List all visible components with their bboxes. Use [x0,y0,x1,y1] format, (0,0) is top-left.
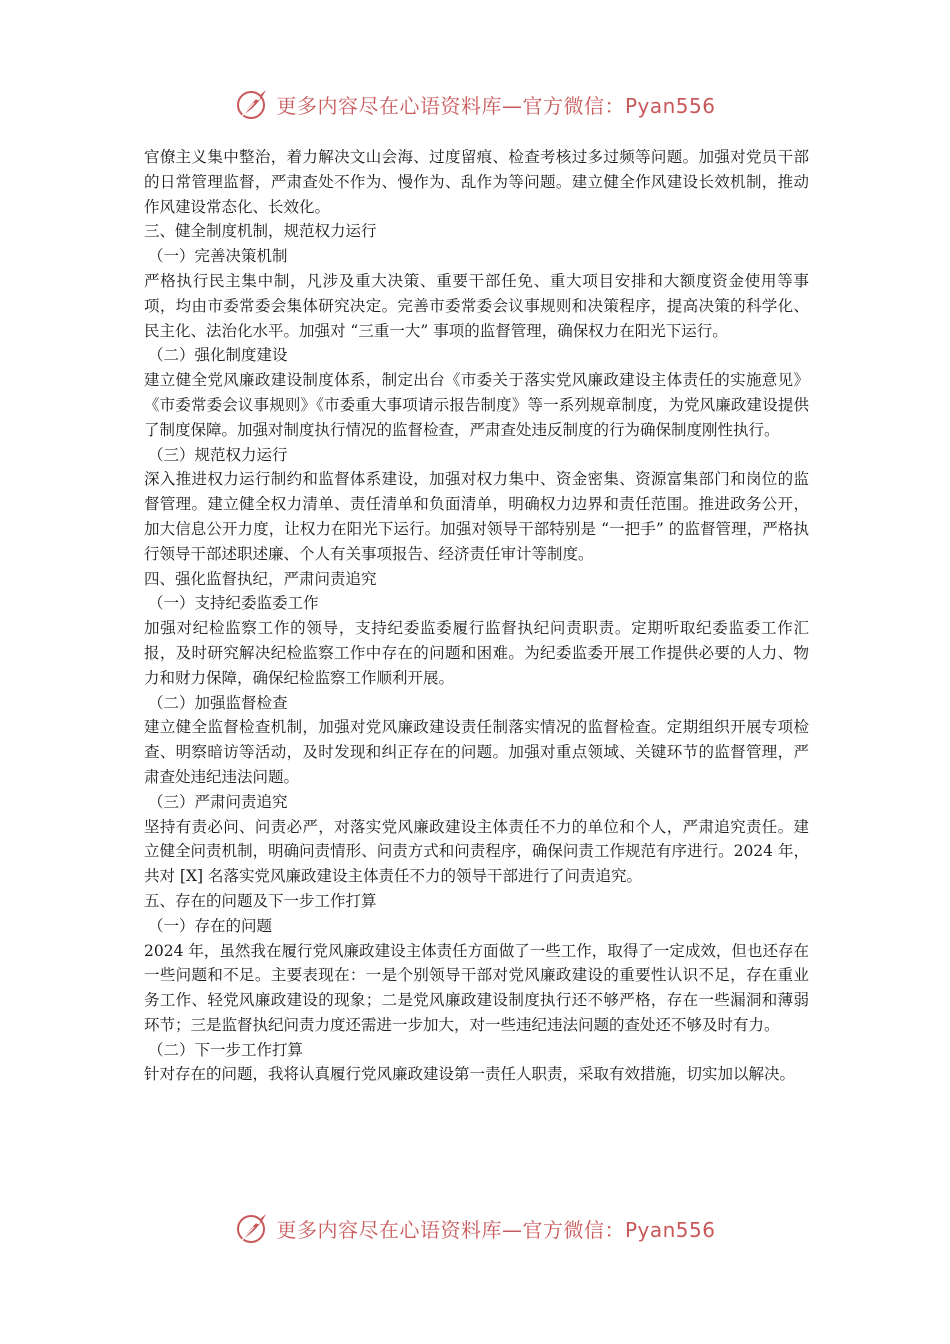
section-heading: 三、健全制度机制，规范权力运行 [144,222,377,241]
subsection-heading: （三）规范权力运行 [148,445,288,464]
document-body [144,145,809,1087]
paragraph: 建立健全党风廉政建设制度体系，制定出台《市委关于落实党风廉政建设主体责任的实施意见》《市委常委会议事规则》《市委重大事项请示报告制度》等一系列规章制度，为党风廉政建设提供了制度保障。加强对制度执行情况的监督检查，严肃查处违反制度的行为确保制度刚性执行。 [144,371,809,439]
paragraph: 针对存在的问题，我将认真履行党风廉政建设第一责任人职责，采取有效措施，切实加以解决。 [144,1065,796,1084]
paragraph: 严格执行民主集中制，凡涉及重大决策、重要干部任免、重大项目安排和大额度资金使用等事项，均由市委常委会集体研究决定。完善市委常委会议事规则和决策程序，提高决策的科学化、民主化、法治化水平。加强对 “三重一大” 事项的监督管理，确保权力在阳光下运行。 [144,271,809,340]
section-heading: 五、存在的问题及下一步工作打算 [144,891,377,910]
subsection-heading: （二）加强监督检查 [148,693,288,712]
footer-banner-text: 更多内容尽在心语资料库—官方微信：Pyan556 [276,1217,716,1242]
feather-pen-logo-icon [234,86,270,122]
header-banner [0,84,950,124]
paragraph: 建立健全监督检查机制，加强对党风廉政建设责任制落实情况的监督检查。定期组织开展专项检查、明察暗访等活动，及时发现和纠正存在的问题。加强对重点领域、关键环节的监督管理，严肃查处违纪违法问题。 [144,718,809,786]
footer-banner [0,1208,950,1248]
subsection-heading: （二）下一步工作打算 [148,1040,304,1059]
section-heading: 四、强化监督执纪，严肃问责追究 [144,569,377,588]
paragraph: 加强对纪检监察工作的领导，支持纪委监委履行监督执纪问责职责。定期听取纪委监委工作汇报，及时研究解决纪检监察工作中存在的问题和困难。为纪委监委开展工作提供必要的人力、物力和财力保障，确保纪检监察工作顺利开展。 [144,619,809,687]
subsection-heading: （一）支持纪委监委工作 [148,594,319,613]
subsection-heading: （二）强化制度建设 [148,346,288,365]
paragraph: 官僚主义集中整治，着力解决文山会海、过度留痕、检查考核过多过频等问题。加强对党员干部的日常管理监督，严肃查处不作为、慢作为、乱作为等问题。建立健全作风建设长效机制，推动作风建设常态化、长效化。 [144,148,809,216]
subsection-heading: （一）存在的问题 [148,916,273,935]
feather-pen-logo-icon [234,1210,270,1246]
subsection-heading: （一）完善决策机制 [148,247,288,266]
paragraph: 坚持有责必问、问责必严，对落实党风廉政建设主体责任不力的单位和个人，严肃追究责任。建立健全问责机制，明确问责情形、问责方式和问责程序，确保问责工作规范有序进行。2024 年，共对 [X] 名落实党风廉政建设主体责任不力的领导干部进行了问责追究。 [144,817,809,886]
header-banner-text: 更多内容尽在心语资料库—官方微信：Pyan556 [276,93,716,118]
paragraph: 2024 年，虽然我在履行党风廉政建设主体责任方面做了一些工作，取得了一定成效，但也还存在一些问题和不足。主要表现在：一是个别领导干部对党风廉政建设的重要性认识不足，存在重业务工作、轻党风廉政建设的现象；二是党风廉政建设制度执行还不够严格，存在一些漏洞和薄弱环节；三是监督执纪问责力度还需进一步加大，对一些违纪违法问题的查处还不够及时有力。 [144,941,809,1034]
paragraph: 深入推进权力运行制约和监督体系建设，加强对权力集中、资金密集、资源富集部门和岗位的监督管理。建立健全权力清单、责任清单和负面清单，明确权力边界和责任范围。推进政务公开，加大信息公开力度，让权力在阳光下运行。加强对领导干部特别是 “一把手” 的监督管理，严格执行领导干部述职述廉、个人有关事项报告、经济责任审计等制度。 [144,470,809,563]
subsection-heading: （三）严肃问责追究 [148,792,288,811]
